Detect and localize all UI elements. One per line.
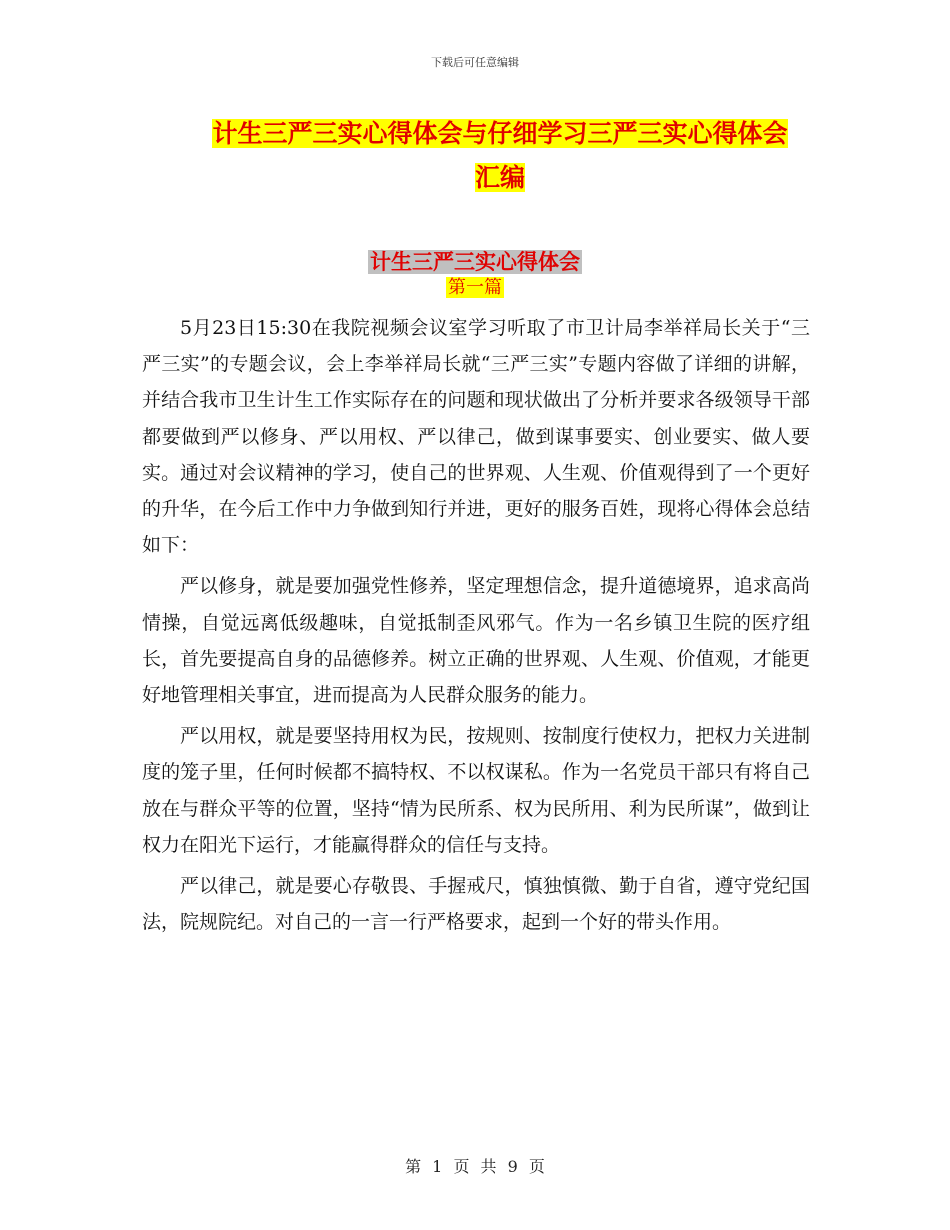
body-paragraph: 严以律己，就是要心存敬畏、手握戒尺，慎独慎微、勤于自省，遵守党纪国法，院规院纪。对自己的一言一行严格要求，起到一个好的带头作用。 — [142, 875, 810, 934]
chapter-label — [0, 276, 950, 300]
page-footer: 第 1 页 共 9 页 — [405, 1157, 545, 1176]
body-paragraph: 严以用权，就是要坚持用权为民，按规则、按制度行使权力，把权力关进制度的笼子里，任何时候都不搞特权、不以权谋私。作为一名党员干部只有将自己放在与群众平等的位置，坚持“情为民所系、权为民所用、利为民所谋”，做到让权力在阳光下运行，才能赢得群众的信任与支持。 — [142, 725, 810, 856]
document-title-line-2: 汇编 — [474, 163, 525, 192]
chapter-label-text: 第一篇 — [448, 277, 502, 298]
body-paragraph: 5月23日15:30在我院视频会议室学习听取了市卫计局李举祥局长关于“三严三实”的专题会议，会上李举祥局长就“三严三实”专题内容做了详细的讲解，并结合我市卫生计生工作实际存在的问题和现状做出了分析并要求各级领导干部都要做到严以修身、严以用权、严以律己，做到谋事要实、创业要实、做人要实。通过对会议精神的学习，使自己的世界观、人生观、价值观得到了一个更好的升华，在今后工作中力争做到知行并进，更好的服务百姓，现将心得体会总结如下： — [142, 317, 810, 557]
body-paragraph: 严以修身，就是要加强党性修养，坚定理想信念，提升道德境界，追求高尚情操，自觉远离低级趣味，自觉抵制歪风邪气。作为一名乡镇卫生院的医疗组长，首先要提高自身的品德修养。树立正确的世界观、人生观、价值观，才能更好地管理相关事宜，进而提高为人民群众服务的能力。 — [142, 575, 810, 707]
section-title — [0, 247, 950, 277]
section-title-text: 计生三严三实心得体会 — [370, 250, 580, 274]
document-body — [142, 310, 810, 945]
page-header: 下载后可任意编辑 — [431, 56, 519, 69]
document-title — [150, 112, 850, 200]
document-title-line-1: 计生三严三实心得体会与仔细学习三严三实心得体会 — [212, 119, 788, 148]
